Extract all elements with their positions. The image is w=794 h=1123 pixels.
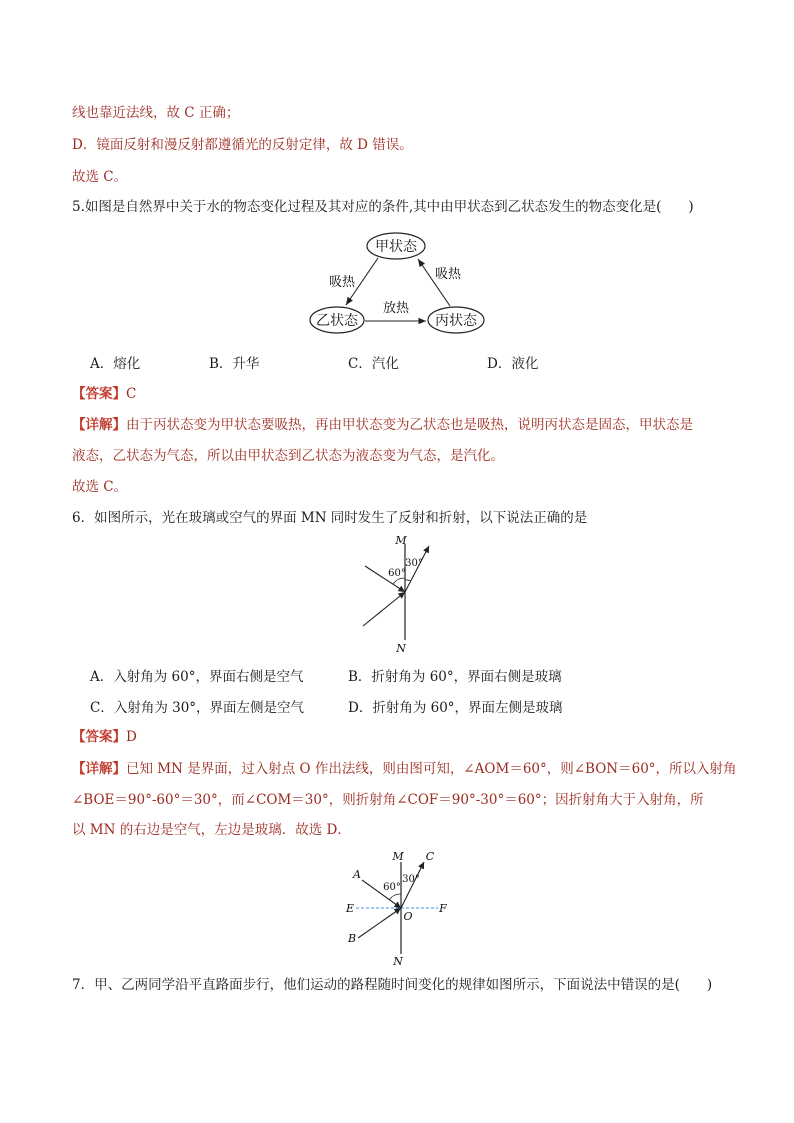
detail-tag: 【详解】	[72, 417, 126, 433]
label-b: B	[347, 932, 357, 945]
detail-tag: 【详解】	[72, 761, 126, 777]
detail-line: ∠BOE＝90°-60°＝30°，而∠COM＝30°，则折射角∠COF＝90°-30°＝60°；因折射角大于入射角，所	[72, 792, 704, 808]
question-7-stem: 7．甲、乙两同学沿平直路面步行，他们运动的路程随时间变化的规律如图所示，下面说法中错误的是( )	[72, 977, 713, 993]
question-5-stem: 5.如图是自然界中关于水的物态变化过程及其对应的条件,其中由甲状态到乙状态发生的物态变化是( )	[72, 199, 694, 215]
edge-right-label: 吸热	[434, 267, 462, 282]
edge-left-label: 吸热	[328, 275, 356, 290]
option-b: B．折射角为 60°，界面右侧是玻璃	[348, 669, 562, 685]
conclusion-line: 故选 C。	[72, 479, 128, 495]
answer-tag: 【答案】	[72, 386, 126, 402]
answer-value: C	[126, 386, 137, 402]
option-a: A．入射角为 60°，界面右侧是空气	[90, 669, 304, 685]
option-a: A．熔化	[90, 356, 141, 372]
state-left-label: 乙状态	[316, 313, 358, 329]
option-d: D．液化	[487, 356, 539, 372]
label-60: 60°	[383, 882, 401, 893]
refraction-figure	[355, 530, 445, 655]
answer-tag: 【答案】	[72, 729, 126, 745]
label-f: F	[439, 902, 447, 915]
detail-line	[72, 416, 693, 434]
edge-bottom-label: 放热	[382, 301, 410, 316]
detail-text: 由于丙状态变为甲状态要吸热，再由甲状态变为乙状态也是吸热，说明丙状态是固态，甲状态是	[126, 417, 693, 433]
option-c: C．入射角为 30°，界面左侧是空气	[90, 700, 305, 716]
label-30: 30°	[402, 874, 420, 885]
state-right-label: 丙状态	[435, 313, 477, 329]
label-e: E	[345, 902, 355, 915]
option-d: D．折射角为 60°，界面左侧是玻璃	[348, 700, 563, 716]
label-o: O	[403, 910, 413, 923]
label-30: 30°	[405, 558, 423, 569]
label-a: A	[353, 868, 361, 881]
state-top-label: 甲状态	[375, 239, 417, 255]
option-b: B．升华	[209, 356, 260, 372]
label-c: C	[425, 850, 435, 863]
option-c: C．汽化	[348, 356, 399, 372]
detail-line: 以 MN 的右边是空气，左边是玻璃．故选 D．	[72, 822, 351, 838]
label-n: N	[393, 955, 403, 968]
refraction-solution-figure	[338, 846, 458, 968]
detail-line: 液态，乙状态为气态，所以由甲状态到乙状态为液态变为气态，是汽化。	[72, 448, 504, 464]
detail-line	[72, 760, 737, 778]
question-6-stem: 6．如图所示，光在玻璃或空气的界面 MN 同时发生了反射和折射，以下说法正确的是	[72, 510, 588, 526]
label-n: N	[396, 642, 406, 655]
label-m: M	[395, 534, 407, 547]
answer-line	[72, 385, 136, 403]
detail-text: 已知 MN 是界面，过入射点 O 作出法线，则由图可知，∠AOM＝60°，则∠BON＝60°，所以入射角	[126, 761, 737, 777]
state-change-diagram	[300, 228, 500, 338]
text-line: 线也靠近法线，故 C 正确；	[72, 105, 240, 121]
label-m: M	[392, 850, 404, 863]
text-line: 故选 C。	[72, 169, 128, 185]
text-line: D．镜面反射和漫反射都遵循光的反射定律，故 D 错误。	[72, 137, 413, 153]
label-60: 60°	[388, 568, 406, 579]
answer-value: D	[126, 729, 137, 745]
answer-line	[72, 728, 137, 746]
